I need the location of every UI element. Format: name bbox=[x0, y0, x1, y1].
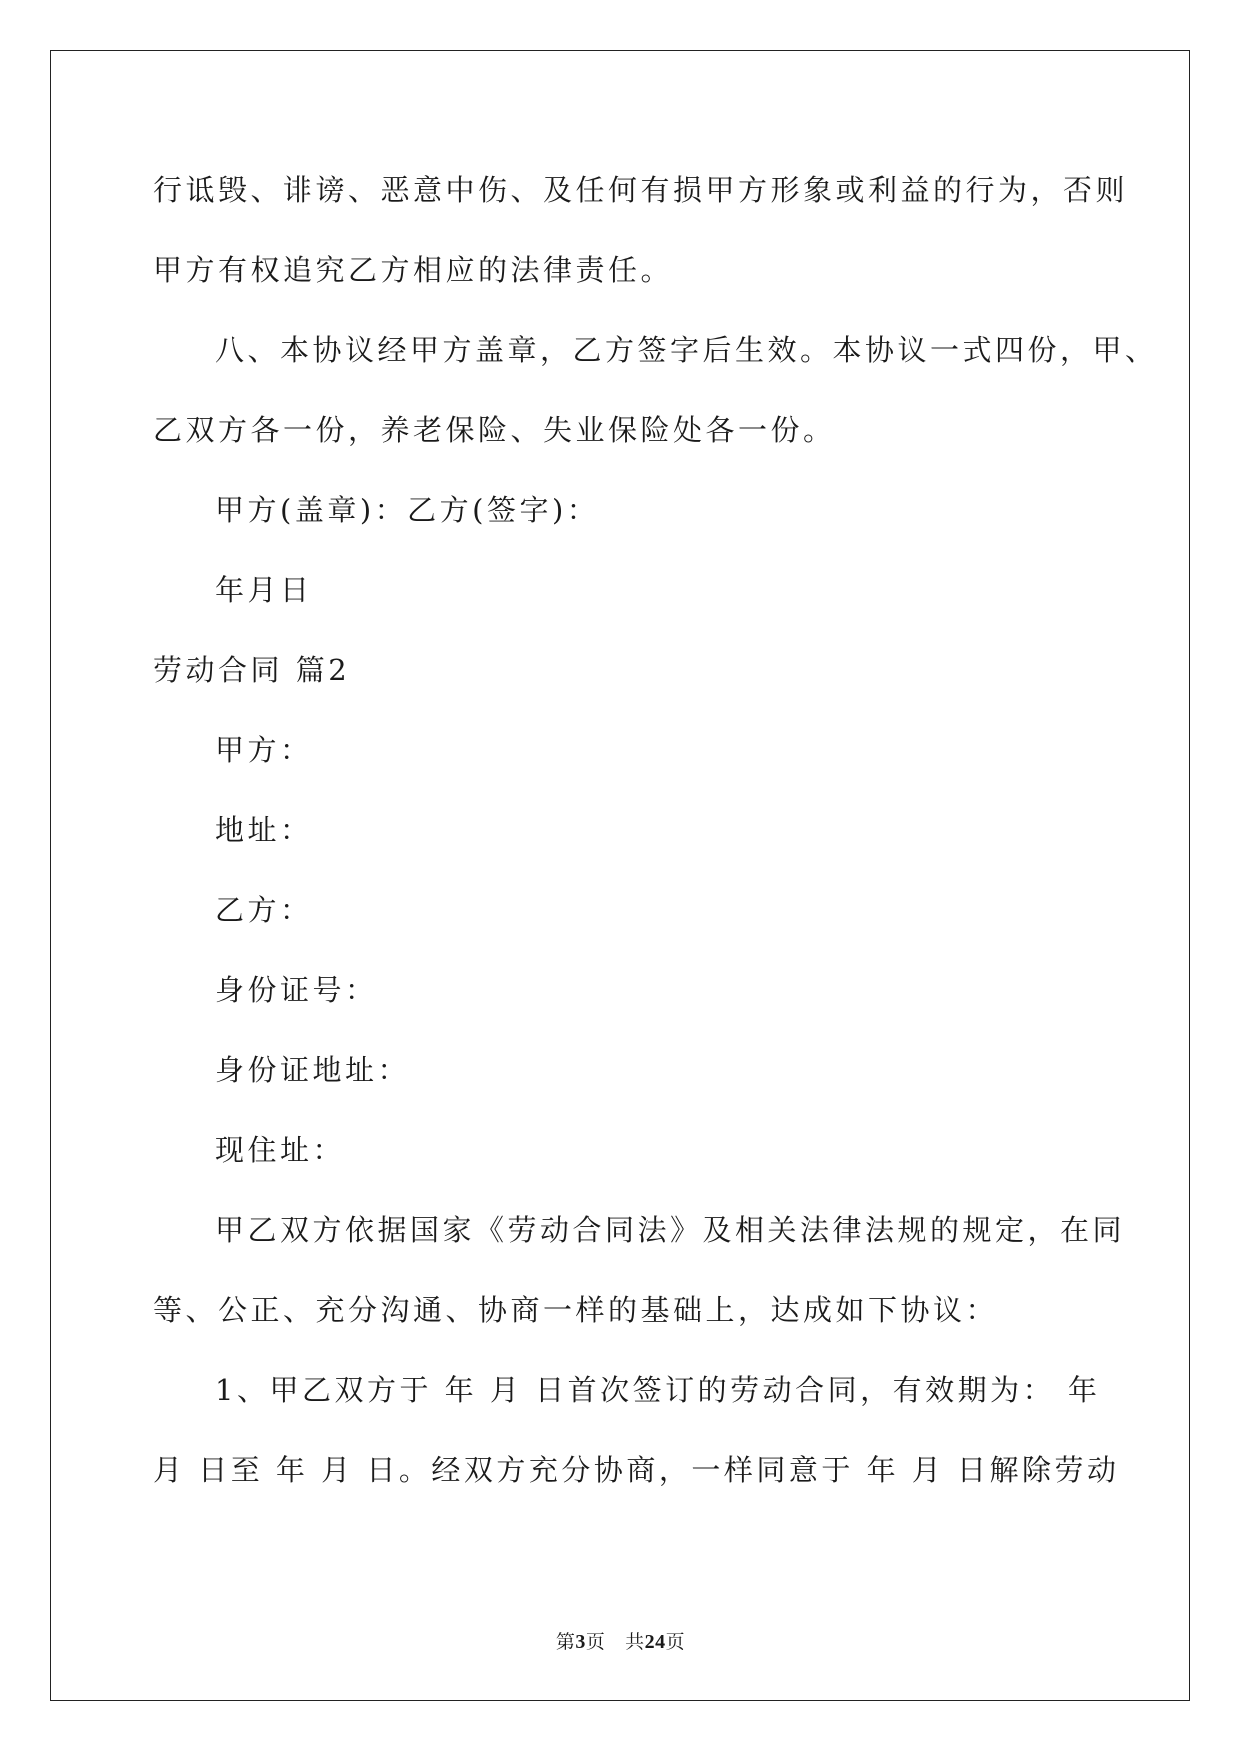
signature-line: 甲方(盖章)：乙方(签字)： bbox=[215, 493, 600, 527]
paragraph-line: 乙双方各一份，养老保险、失业保险处各一份。 bbox=[153, 413, 836, 447]
id-address-field: 身份证地址： bbox=[215, 1053, 411, 1087]
paragraph-line: 行诋毁、诽谤、恶意中伤、及任何有损甲方形象或利益的行为，否则 bbox=[153, 173, 1129, 207]
paragraph-line: 等、公正、充分沟通、协商一样的基础上，达成如下协议： bbox=[153, 1293, 999, 1327]
total-label-prefix: 共 bbox=[625, 1631, 645, 1653]
address-field: 地址： bbox=[215, 813, 313, 847]
date-line: 年月日 bbox=[215, 573, 313, 607]
party-a-field: 甲方： bbox=[215, 733, 313, 767]
current-address-field: 现住址： bbox=[215, 1133, 346, 1167]
total-pages: 24 bbox=[644, 1631, 666, 1653]
clause-one-line: 1、甲乙双方于 年 月 日首次签订的劳动合同，有效期为： 年 bbox=[215, 1373, 1101, 1407]
paragraph-line: 月 日至 年 月 日。经双方充分协商，一样同意于 年 月 日解除劳动 bbox=[153, 1453, 1120, 1487]
page-label-suffix: 页 bbox=[585, 1631, 606, 1653]
page-footer bbox=[0, 1630, 1241, 1654]
page-label-prefix: 第 bbox=[555, 1631, 576, 1653]
paragraph-line: 甲方有权追究乙方相应的法律责任。 bbox=[153, 253, 674, 287]
section-heading: 劳动合同 篇2 bbox=[153, 653, 351, 687]
id-number-field: 身份证号： bbox=[215, 973, 378, 1007]
total-label-suffix: 页 bbox=[665, 1631, 686, 1653]
clause-eight-line: 八、本协议经甲方盖章，乙方签字后生效。本协议一式四份，甲、 bbox=[215, 333, 1158, 367]
party-b-field: 乙方： bbox=[215, 893, 313, 927]
page-number: 3 bbox=[575, 1631, 586, 1653]
paragraph-line: 甲乙双方依据国家《劳动合同法》及相关法律法规的规定，在同 bbox=[215, 1213, 1126, 1247]
